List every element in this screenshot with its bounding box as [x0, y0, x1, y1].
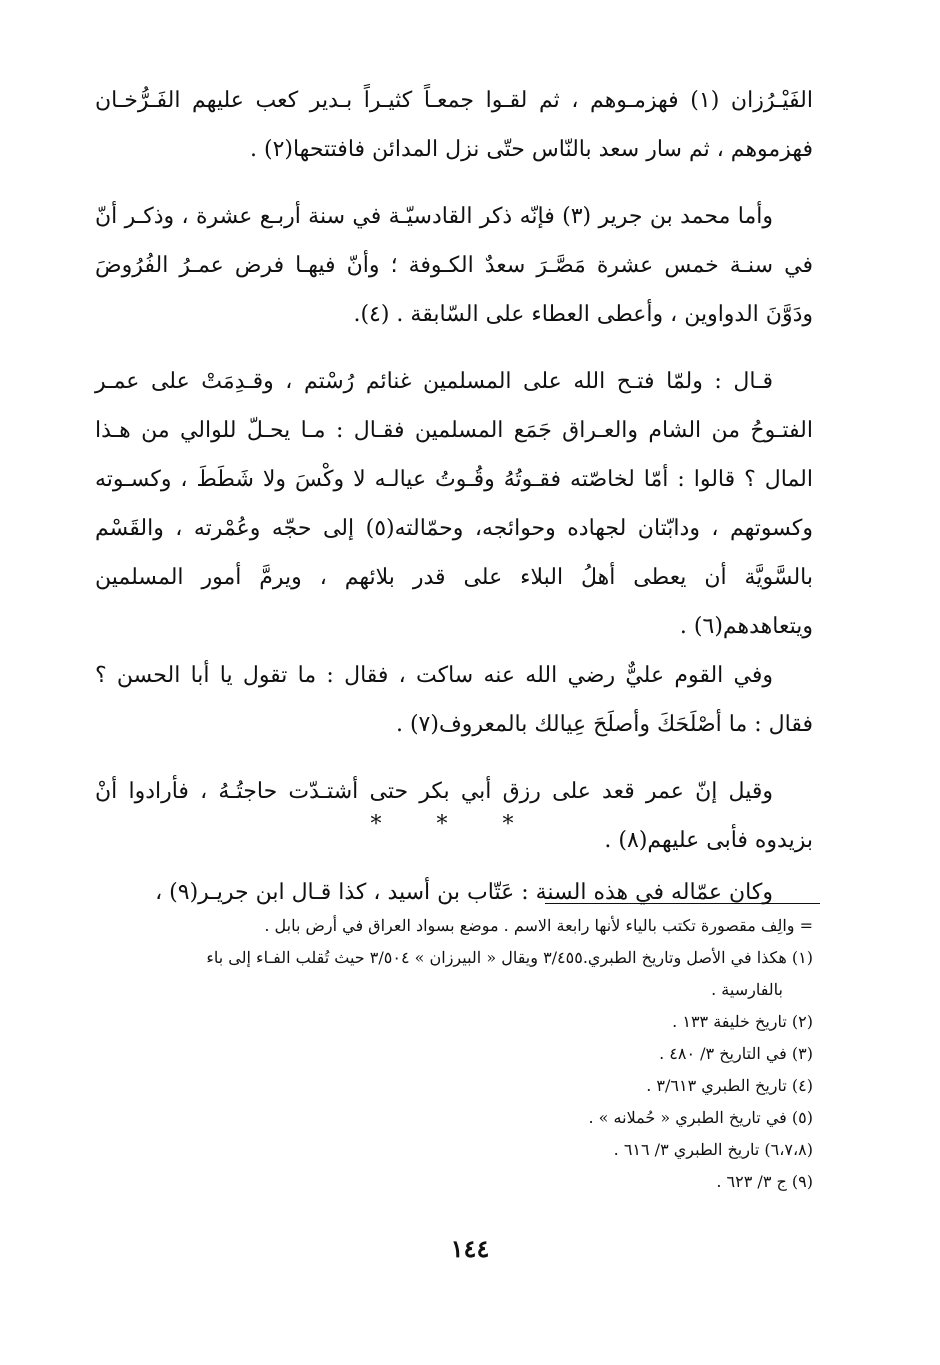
footnote-rule	[545, 903, 820, 904]
section-separator: * * *	[370, 812, 538, 837]
footnote-6-7-8: (٦،٧،٨) تاريخ الطبري ٣/ ٦١٦ .	[613, 1140, 813, 1159]
footnote-1: (١) هكذا في الأصل وتاريخ الطبري.٣/٤٥٥ ويقال « البيرزان » ٣/٥٠٤ حيث تُقلب الفـاء إلى باء	[206, 948, 813, 967]
footnote-9: (٩) ج ٣/ ٦٢٣ .	[716, 1172, 813, 1191]
footnotes	[95, 910, 813, 1198]
footnote-continuation: = والِف مقصورة تكتب بالياء لأنها رابعة الاسم . موضع بسواد العراق في أرض بابل .	[264, 916, 813, 935]
footnote-1-continued: بالفارسية .	[711, 980, 783, 999]
paragraph-6: وكان عمّاله في هذه السنة : عَتّاب بن أسيد ، كذا قـال ابن جريـر(٩) ،	[155, 880, 773, 905]
footnote-2: (٢) تاريخ خليفة ١٣٣ .	[672, 1012, 813, 1031]
paragraph-3: قـال : ولمّا فتـح الله على المسلمين غنائم رُسْتم ، وقـدِمَتْ على عمـر الفتـوحُ من الشام والعـراق جَمَع المسلمين فقـال : مـا يحـلّ للوالي من هـذا المال ؟ قالوا : أمّا لخاصّته فقـوتُهُ وقُـوتُ عيالـه لا وكْسَ ولا شَطَطَ ، وكسـوته وكسوتهم ، ودابّتان لجهاده وحوائجه، وحمّالته(٥) إلى حجّه وعُمْرته ، والقَسْم بالسَّويَّة أن يعطى أهلُ البلاء على قدر بلائهم ، ويرمَّ أمور المسلمين ويتعاهدهم(٦) .	[95, 369, 814, 639]
footnote-5: (٥) في تاريخ الطبري « حُملانه » .	[588, 1108, 813, 1127]
footnote-3: (٣) في التاريخ ٣/ ٤٨٠ .	[659, 1044, 813, 1063]
paragraph-1: الفَيْـرُزان (١) فهزمـوهم ، ثم لقـوا جمعـاً كثيـراً بـدير كعب عليهم الفَـرُّخـان فهزموهم ، ثم سار سعد بالنّاس حتّى نزل المدائن فافتتحها(٢) .	[95, 88, 813, 162]
page-number: ١٤٤	[450, 1234, 490, 1263]
main-text	[95, 76, 813, 865]
paragraph-5: وقيل إنّ عمر قعد على رزق أبي بكر حتى أشتـدّت حاجتُـهُ ، فأرادوا أنْ بزيدوه فأبى عليهم(٨) .	[95, 779, 813, 853]
paragraph-2: وأما محمد بن جرير (٣) فإنّه ذكر القادسيّـة في سنة أربـع عشرة ، وذكـر أنّ في سنـة خمس عشرة مَصَّـرَ سعدٌ الكـوفة ؛ وأنّ فيهـا فرض عمـرُ الفُرُوضَ ودَوَّنَ الدواوين ، وأعطى العطاء على السّابقة . (٤).	[95, 204, 813, 327]
footnote-4: (٤) تاريخ الطبري ٣/٦١٣ .	[646, 1076, 813, 1095]
paragraph-4: وفي القوم عليٌّ رضي الله عنه ساكت ، فقال : ما تقول يا أبا الحسن ؟ فقال : ما أصْلَحَكَ وأصلَحَ عِيالك بالمعروف(٧) .	[95, 663, 813, 737]
